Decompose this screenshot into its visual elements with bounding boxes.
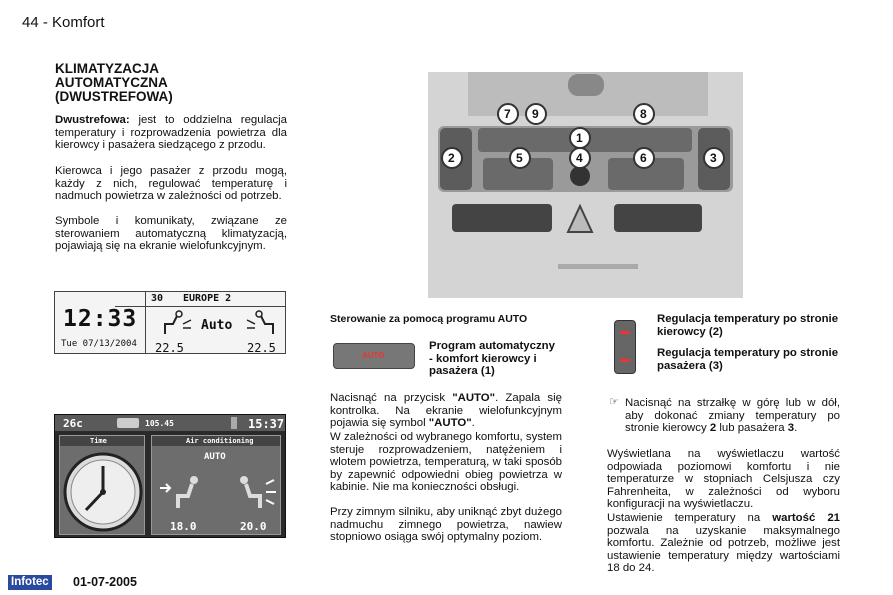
arrow-down-icon — [620, 359, 630, 362]
multifunction-display-color — [54, 414, 286, 538]
callout-number: 5 — [516, 151, 523, 165]
radio-frequency: 105.45 — [145, 419, 174, 428]
paragraph-dual-zone — [55, 114, 287, 152]
clock: 15:37 — [248, 417, 285, 431]
console-illustration — [428, 72, 743, 298]
callout-number: 6 — [640, 151, 647, 165]
paragraph-driver-passenger: Kierowca i jego pasażer z przodu mogą, każdy z nich, regulować temperaturę i nadmuch powietrza w zależności od potrzeb. — [55, 165, 287, 203]
seat-airflow-left-icon — [155, 310, 195, 338]
radio-preset: 30 — [151, 293, 164, 304]
reg-driver-title: Regulacja temperatury po stronie kierowcy (2) — [657, 313, 839, 338]
clock: 12:33 — [63, 306, 138, 332]
section-title — [55, 62, 285, 104]
paragraph-text: jest to oddzielna regulacja temperatury i rozprowadzenia powietrza dla kierowcy i pasażera siedzącego z przodu. — [55, 114, 287, 152]
callout-number: 3 — [710, 151, 717, 165]
callout-number: 4 — [576, 151, 583, 165]
climate-console-photo — [428, 72, 743, 298]
outside-temp: 26c — [63, 417, 83, 430]
paragraph-text: Ustawienie temperatury na — [607, 512, 773, 524]
bold-term: 3 — [787, 422, 795, 435]
bold-term: 2 — [709, 422, 717, 435]
seat-airflow-right-icon — [243, 310, 283, 338]
air-conditioning-panel — [151, 435, 281, 535]
divider — [145, 292, 146, 354]
paragraph-display-value: Wyświetlana na wyświetlaczu wartość odpowiada poziomowi komfortu i nie temperaturze w stopniach Celsjusza czy Fahrenheita, w zależności od wyboru konfiguracji na wyświetlaczu. — [607, 448, 840, 511]
paragraph-comfort: W zależności od wybranego komfortu, system steruje rozprowadzeniem, natężeniem i wlotem powietrza, temperaturą, w taki sposób by zapewnić odpowiedni obieg powietrza w kabinie. Nie ma konieczności obsługi. — [330, 431, 562, 494]
temp-rocker-button — [614, 320, 636, 374]
paragraph-text: . — [794, 422, 798, 435]
callout-number: 1 — [576, 131, 583, 145]
publisher-logo: Infotec — [8, 575, 52, 590]
paragraph-text: lub pasażera — [716, 422, 788, 435]
paragraph-press-auto — [330, 392, 562, 430]
radio-icon — [117, 418, 139, 428]
seat-airflow-left-icon — [158, 474, 202, 514]
auto-button-label: AUTO — [362, 351, 385, 360]
bold-term: wartość 21 — [772, 512, 840, 524]
auto-section-heading: Sterowanie za pomocą programu AUTO — [330, 313, 528, 325]
bold-term: "AUTO" — [452, 392, 496, 404]
callout-number: 9 — [532, 107, 539, 121]
page-header: 44 - Komfort — [22, 14, 105, 31]
temp-left: 22.5 — [155, 341, 184, 355]
time-panel-title: Time — [90, 437, 107, 445]
temp-right: 22.5 — [247, 341, 276, 355]
callout-number: 2 — [448, 151, 455, 165]
paragraph-text: . Zapala się kontrolka. Na ekranie wielofunkcyjnym pojawia się symbol — [330, 392, 562, 430]
paragraph-symbols: Symbole i komunikaty, związane ze sterowaniem automatyczną klimatyzacją, pojawiają się na ekranie wielofunkcyjnym. — [55, 215, 287, 253]
program-title: Program automatyczny - komfort kierowcy i pasażera (1) — [429, 340, 555, 378]
temp-right: 20.0 — [240, 520, 267, 533]
bold-term: "AUTO" — [428, 417, 472, 430]
multifunction-display-mono — [54, 291, 286, 354]
paragraph-text: Nacisnąć na strzałkę w górę lub w dół, aby dokonać zmiany temperatury po stronie kierowcy — [625, 397, 840, 435]
arrow-up-icon — [620, 331, 630, 334]
auto-button — [333, 343, 415, 369]
signal-icon — [231, 417, 237, 429]
paragraph-cold-engine: Przy zimnym silniku, aby uniknąć zbyt dużego nadmuchu zimnego powietrza, nawiew stopniowo osiąga swój optymalny poziom. — [330, 506, 562, 544]
paragraph-text: pozwala na uzyskanie maksymalnego komfortu. Zależnie od potrzeb, możliwe jest ustawienie temperatury między wartościami 18 do 24. — [607, 524, 840, 575]
paragraph-arrow-press — [625, 397, 840, 435]
title-line: KLIMATYZACJA — [55, 61, 159, 76]
divider — [115, 306, 286, 307]
reg-passenger-title: Regulacja temperatury po stronie pasażera (3) — [657, 347, 839, 372]
bold-term: Dwustrefowa: — [55, 114, 130, 126]
callout-number: 7 — [504, 107, 511, 121]
paragraph-text: Nacisnąć na przycisk — [330, 392, 453, 404]
title-line: AUTOMATYCZNA — [55, 75, 168, 90]
paragraph-text: . — [471, 417, 475, 430]
temp-left: 18.0 — [170, 520, 197, 533]
ac-panel-title: Air conditioning — [186, 437, 254, 445]
date: Tue 07/13/2004 — [61, 339, 137, 349]
bullet-icon: ☞ — [609, 396, 619, 408]
auto-mode-label: Auto — [201, 318, 233, 333]
title-line: (DWUSTREFOWA) — [55, 89, 173, 104]
paragraph-setting-21 — [607, 512, 840, 575]
time-panel — [59, 435, 145, 535]
publication-date: 01-07-2005 — [73, 575, 137, 589]
seat-airflow-right-icon — [236, 474, 280, 514]
callout-number: 8 — [640, 107, 647, 121]
radio-station: EUROPE 2 — [183, 293, 232, 304]
analog-clock-icon — [62, 450, 144, 534]
auto-mode-label: AUTO — [204, 452, 226, 462]
